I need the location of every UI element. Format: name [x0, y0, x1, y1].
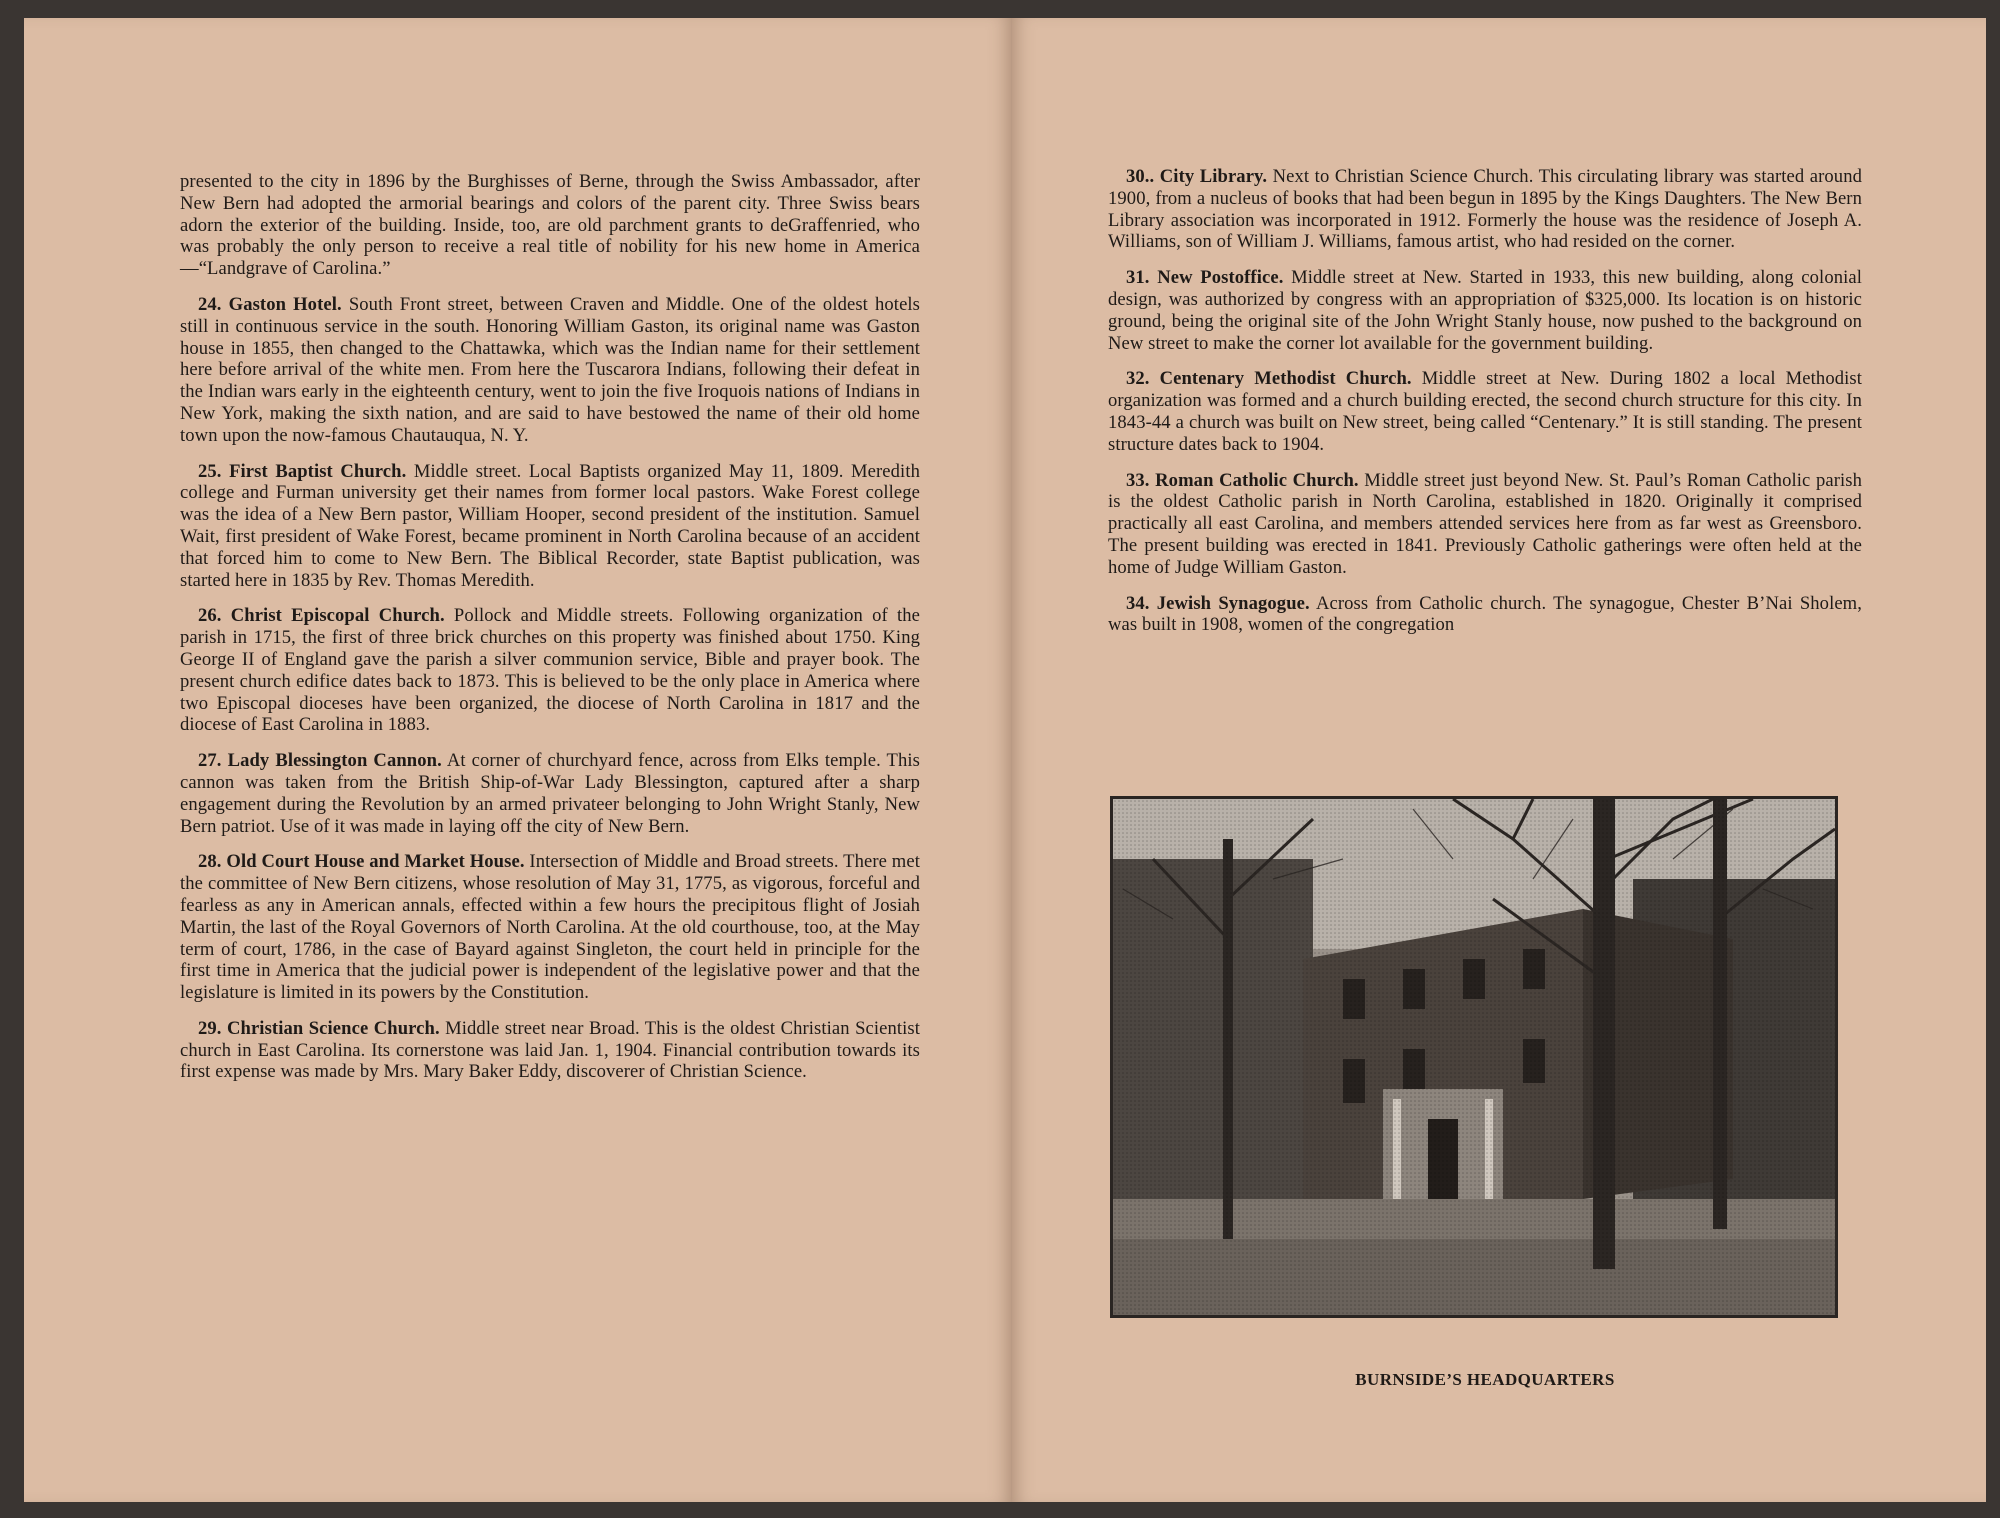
photo-caption: BURNSIDE’S HEADQUARTERS: [1355, 1370, 1615, 1389]
entry-30: [1108, 166, 1862, 253]
left-page-text: [180, 171, 920, 1097]
entry-text: Intersection of Middle and Broad streets. There met the committee of New Bern citizens, whose resolution of May 31, 1775, as vigorous, forceful and fearless as any in American annals, effected within a few hours the precipitous flight of Josiah Martin, the last of the Royal Governors of North Carolina. At the old courthouse, too, at the May term of court, 1786, in the case of Bayard against Singleton, the court held in principle for the first time in America that the judicial power is independent of the legislative power and that the legislature is limited in its powers by the Constitution.: [180, 851, 920, 1004]
entry-number: 31.: [1126, 267, 1150, 289]
booklet-spread: [24, 18, 1986, 1502]
entry-32: [1108, 368, 1862, 455]
entry-title: First Baptist Church.: [229, 460, 407, 482]
entry-29: [180, 1018, 920, 1083]
entry-24: [180, 294, 920, 447]
entry-number: 34.: [1126, 592, 1150, 614]
entry-text: Middle street at New. During 1802 a local Methodist organization was formed and a church building erected, the second church structure for this city. In 1843-44 a church was built on New street, being called “Centenary.” It is still standing. The present structure dates back to 1904.: [1108, 368, 1862, 455]
entry-text: Across from Catholic church. The synagogue, Chester B’Nai Sholem, was built in 1908, women of the congregation: [1108, 592, 1862, 636]
entry-title: Old Court House and Market House.: [226, 851, 525, 873]
entry-text: South Front street, between Craven and Middle. One of the oldest hotels still in continuous service in the south. Honoring William Gaston, its original name was Gaston house in 1855, then changed to the Chattawka, which was the Indian name for their settlement here before arrival of the white men. From here the Tuscarora Indians, following their defeat in the Indian wars early in the eighteenth century, went to join the five Iroquois nations of Indians in New York, making the sixth nation, and are said to have bestowed the name of their old home town upon the now-famous Chautauqua, N. Y.: [180, 293, 921, 446]
entry-title: City Library.: [1159, 166, 1268, 187]
entry-number: 30..: [1126, 166, 1155, 187]
burnside-headquarters-photo: [1110, 796, 1838, 1318]
entry-number: 24.: [198, 293, 222, 315]
entry-title: Lady Blessington Cannon.: [227, 750, 442, 772]
entry-number: 25.: [198, 460, 222, 482]
entry-text: Middle street just beyond New. St. Paul’s Roman Catholic parish is the oldest Catholic parish in North Carolina, established in 1820. Originally it comprised practically all east Carolina, and members attended services here from as far west as Greensboro. The present building was erected in 1841. Previously Catholic gatherings were often held at the home of Judge William Gaston.: [1108, 469, 1863, 578]
entry-text: Pollock and Middle streets. Following organization of the parish in 1715, the first of three brick churches on this property was finished about 1750. King George II of England gave the parish a silver communion service, Bible and prayer book. The present church edifice dates back to 1873. This is believed to be the only place in America where two Episcopal dioceses have been organized, the diocese of North Carolina in 1817 and the diocese of East Carolina in 1883.: [180, 605, 920, 736]
entry-number: 26.: [198, 605, 222, 627]
entry-title: Christ Episcopal Church.: [230, 605, 445, 627]
entry-title: Roman Catholic Church.: [1155, 469, 1359, 491]
entry-title: Jewish Synagogue.: [1156, 592, 1310, 614]
entry-27: [180, 750, 920, 837]
entry-25: [180, 461, 920, 592]
entry-28: [180, 851, 920, 1004]
intro-paragraph: presented to the city in 1896 by the Burghisses of Berne, through the Swiss Ambassador, after New Bern had adopted the armorial bearings and colors of the parent city. Three Swiss bears adorn the exterior of the building. Inside, too, are old parchment grants to deGraffenried, who was probably the only person to receive a real title of nobility for his new home in America—“Landgrave of Carolina.”: [180, 171, 920, 280]
left-page: [24, 18, 1012, 1502]
entry-number: 33.: [1126, 469, 1150, 491]
entry-33: [1108, 470, 1862, 579]
right-page-text: [1108, 166, 1862, 650]
entry-text: Middle street at New. Started in 1933, this new building, along colonial design, was authorized by congress with an appropriation of $325,000. Its location is on historic ground, being the original site of the John Wright Stanly house, now pushed to the background on New street to make the corner lot available for the government building.: [1108, 267, 1862, 354]
entry-31: [1108, 267, 1862, 354]
right-page: [1012, 18, 1986, 1502]
entry-34: [1108, 593, 1862, 637]
entry-text: Middle street. Local Baptists organized May 11, 1809. Meredith college and Furman university get their names from former local pastors. Wake Forest college was the idea of a New Bern pastor, William Hooper, second president of the institution. Samuel Wait, first president of Wake Forest, became prominent in North Carolina because of an accident that forced him to come to New Bern. The Biblical Recorder, state Baptist publication, was started here in 1835 by Rev. Thomas Meredith.: [180, 460, 920, 591]
entry-title: Gaston Hotel.: [228, 293, 342, 315]
entry-number: 28.: [198, 851, 222, 873]
entry-title: Centenary Methodist Church.: [1159, 368, 1412, 390]
photo-illustration: [1113, 799, 1835, 1315]
entry-number: 32.: [1126, 368, 1150, 390]
entry-number: 27.: [198, 750, 222, 772]
entry-text: Next to Christian Science Church. This circulating library was started around 1900, from a nucleus of books that had been begun in 1895 by the Kings Daughters. The New Bern Library association was incorporated in 1912. Formerly the house was the residence of Joseph A. Williams, son of William J. Williams, famous artist, who had resided on the corner.: [1108, 166, 1862, 253]
entry-text: At corner of churchyard fence, across from Elks temple. This cannon was taken from the British Ship-of-War Lady Blessington, captured after a sharp engagement during the Revolution by an armed privateer belonging to John Wright Stanly, New Bern patriot. Use of it was made in laying off the city of New Bern.: [180, 750, 920, 837]
entry-number: 29.: [198, 1017, 222, 1039]
entry-text: Middle street near Broad. This is the oldest Christian Scientist church in East Carolina. Its cornerstone was laid Jan. 1, 1904. Financial contribution towards its first expense was made by Mrs. Mary Baker Eddy, discoverer of Christian Science.: [180, 1017, 921, 1083]
entry-title: New Postoffice.: [1157, 267, 1284, 289]
entry-title: Christian Science Church.: [226, 1017, 440, 1039]
entry-26: [180, 605, 920, 736]
